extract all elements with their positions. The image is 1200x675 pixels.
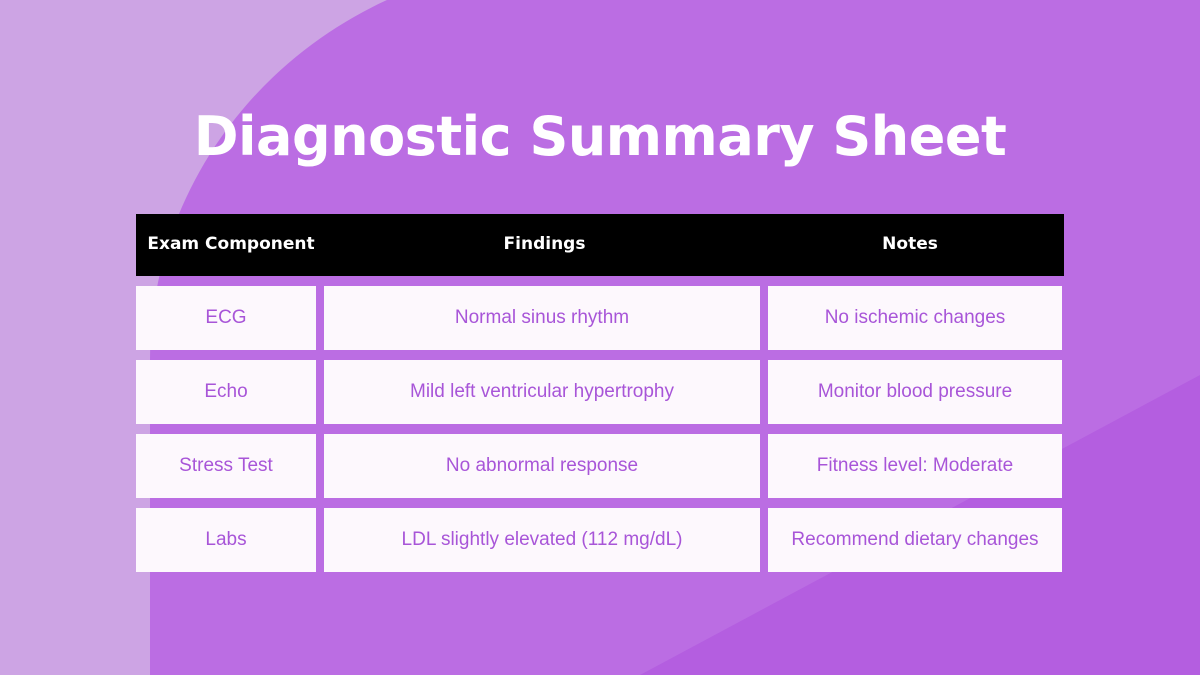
table-header-exam-component: Exam Component <box>147 234 315 255</box>
cell-notes: Fitness level: Moderate <box>768 434 1062 498</box>
cell-findings: No abnormal response <box>324 434 760 498</box>
table-row <box>136 360 1064 424</box>
cell-notes: No ischemic changes <box>768 286 1062 350</box>
table-row <box>136 508 1064 572</box>
table-header-notes: Notes <box>882 234 938 255</box>
cell-notes: Recommend dietary changes <box>768 508 1062 572</box>
table-header-row <box>136 214 1064 276</box>
table-row <box>136 286 1064 350</box>
cell-exam-component: ECG <box>136 286 316 350</box>
cell-notes: Monitor blood pressure <box>768 360 1062 424</box>
cell-findings: LDL slightly elevated (112 mg/dL) <box>324 508 760 572</box>
cell-findings: Normal sinus rhythm <box>324 286 760 350</box>
cell-exam-component: Stress Test <box>136 434 316 498</box>
table-row <box>136 434 1064 498</box>
page-title: Diagnostic Summary Sheet <box>193 105 1007 168</box>
cell-exam-component: Labs <box>136 508 316 572</box>
table-header-findings: Findings <box>503 234 586 255</box>
cell-exam-component: Echo <box>136 360 316 424</box>
diagnostic-table <box>136 214 1064 572</box>
cell-findings: Mild left ventricular hypertrophy <box>324 360 760 424</box>
